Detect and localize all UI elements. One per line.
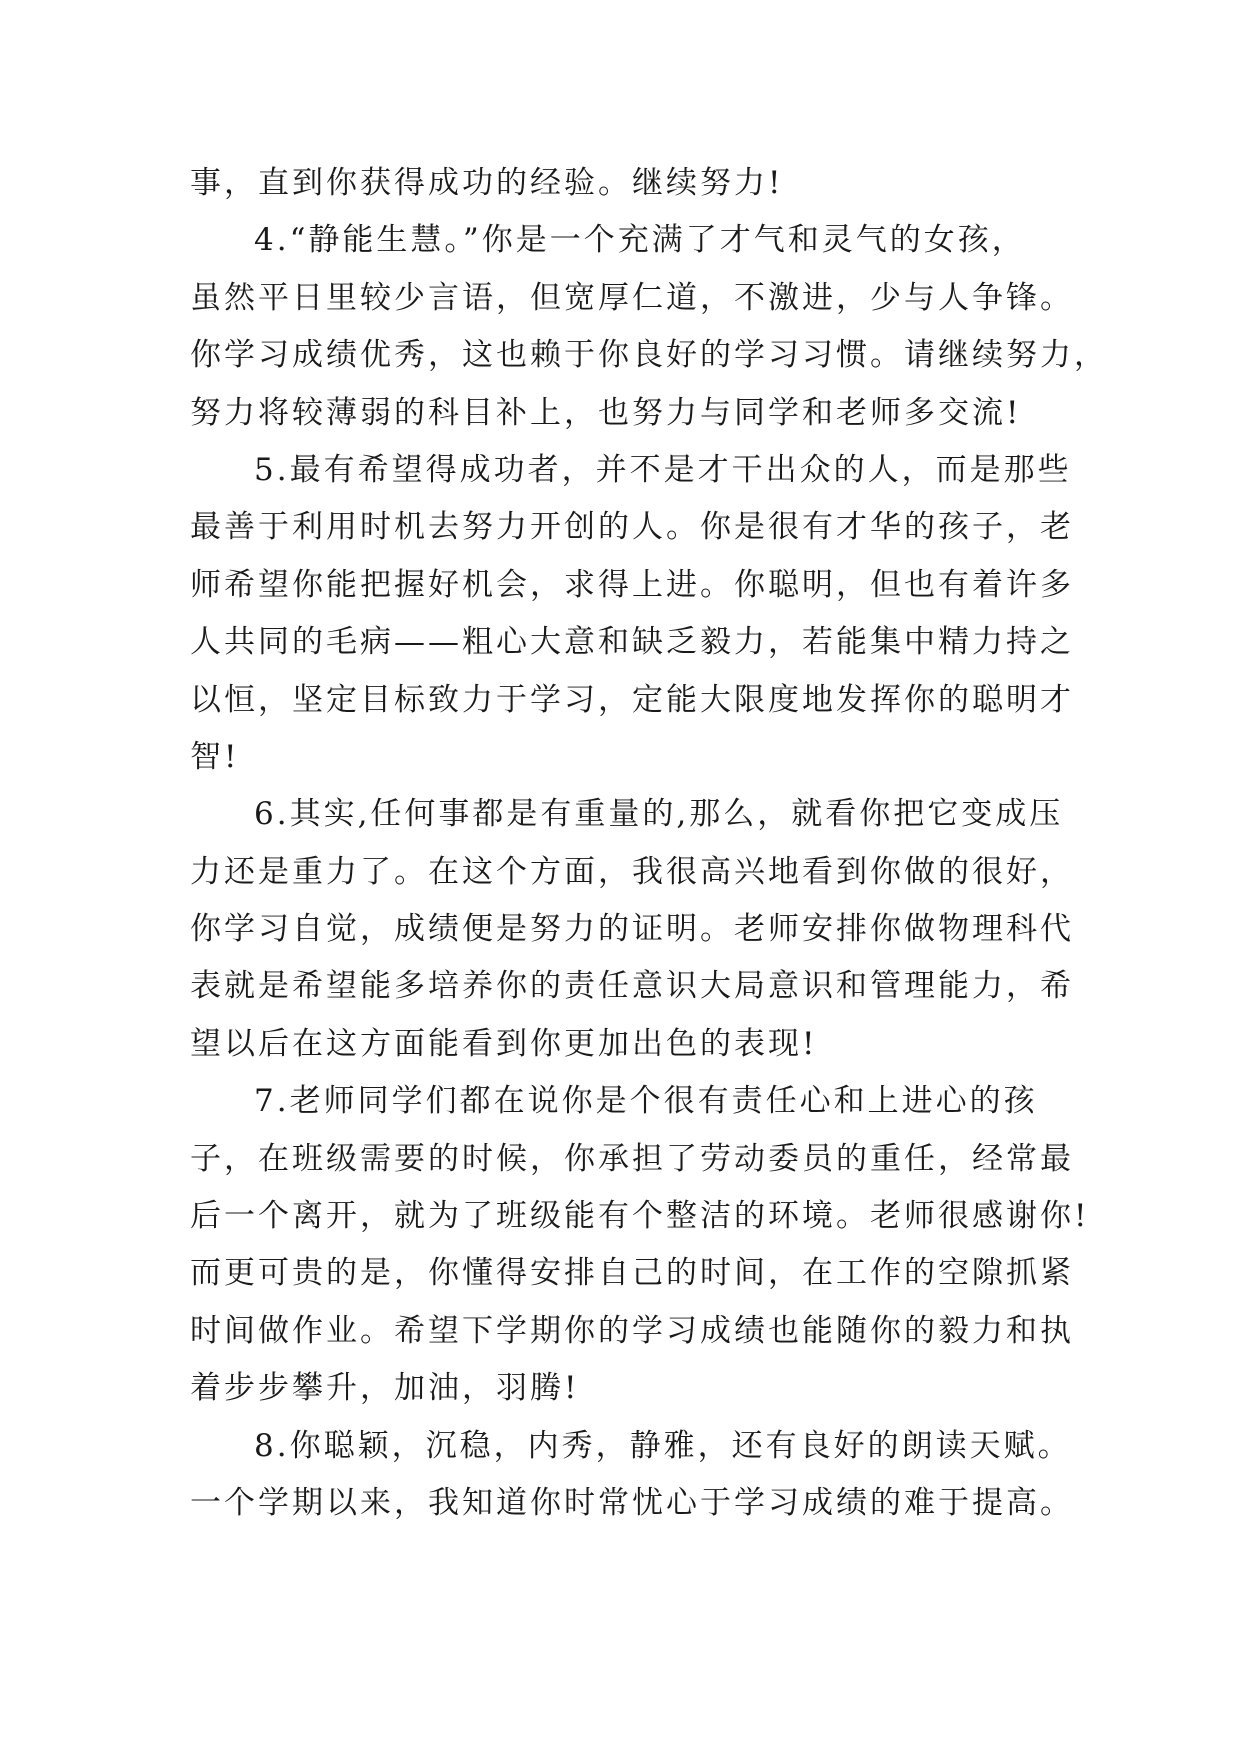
text-line: 你学习自觉，成绩便是努力的证明。老师安排你做物理科代 [190, 911, 1074, 948]
text-line: 努力将较薄弱的科目补上，也努力与同学和老师多交流! [190, 394, 1022, 431]
text-line: 以恒，坚定目标致力于学习，定能大限度地发挥你的聪明才 [190, 681, 1074, 718]
text-line: 4.“静能生慧。”你是一个充满了才气和灵气的女孩， [254, 222, 1026, 259]
text-line: 望以后在这方面能看到你更加出色的表现! [190, 1025, 818, 1062]
text-line: 一个学期以来，我知道你时常忧心于学习成绩的难于提高。 [190, 1484, 1074, 1521]
text-line: 子，在班级需要的时候，你承担了劳动委员的重任，经常最 [190, 1140, 1074, 1177]
text-line: 6.其实,任何事都是有重量的,那么，就看你把它变成压 [254, 796, 1064, 833]
text-line: 你学习成绩优秀，这也赖于你良好的学习习惯。请继续努力， [190, 337, 1108, 374]
text-line: 师希望你能把握好机会，求得上进。你聪明，但也有着许多 [190, 566, 1074, 603]
text-line: 着步步攀升，加油，羽腾! [190, 1370, 580, 1407]
text-line: 人共同的毛病——粗心大意和缺乏毅力，若能集中精力持之 [190, 624, 1074, 661]
text-line: 力还是重力了。在这个方面，我很高兴地看到你做的很好， [190, 853, 1074, 890]
text-line: 而更可贵的是，你懂得安排自己的时间，在工作的空隙抓紧 [190, 1255, 1074, 1292]
text-line: 8.你聪颖，沉稳，内秀，静雅，还有良好的朗读天赋。 [254, 1427, 1072, 1464]
text-line: 5.最有希望得成功者，并不是才干出众的人，而是那些 [254, 451, 1072, 488]
text-line: 后一个离开，就为了班级能有个整洁的环境。老师很感谢你! [190, 1198, 1090, 1235]
body-text [190, 155, 1108, 1532]
text-line: 最善于利用时机去努力开创的人。你是很有才华的孩子，老 [190, 509, 1074, 546]
text-line: 智! [190, 738, 240, 775]
text-line: 7.老师同学们都在说你是个很有责任心和上进心的孩 [254, 1083, 1038, 1120]
text-line: 时间做作业。希望下学期你的学习成绩也能随你的毅力和执 [190, 1312, 1074, 1349]
text-line: 事，直到你获得成功的经验。继续努力! [190, 165, 784, 201]
text-line: 虽然平日里较少言语，但宽厚仁道，不激进，少与人争锋。 [190, 279, 1074, 316]
text-line: 表就是希望能多培养你的责任意识大局意识和管理能力，希 [190, 968, 1074, 1005]
